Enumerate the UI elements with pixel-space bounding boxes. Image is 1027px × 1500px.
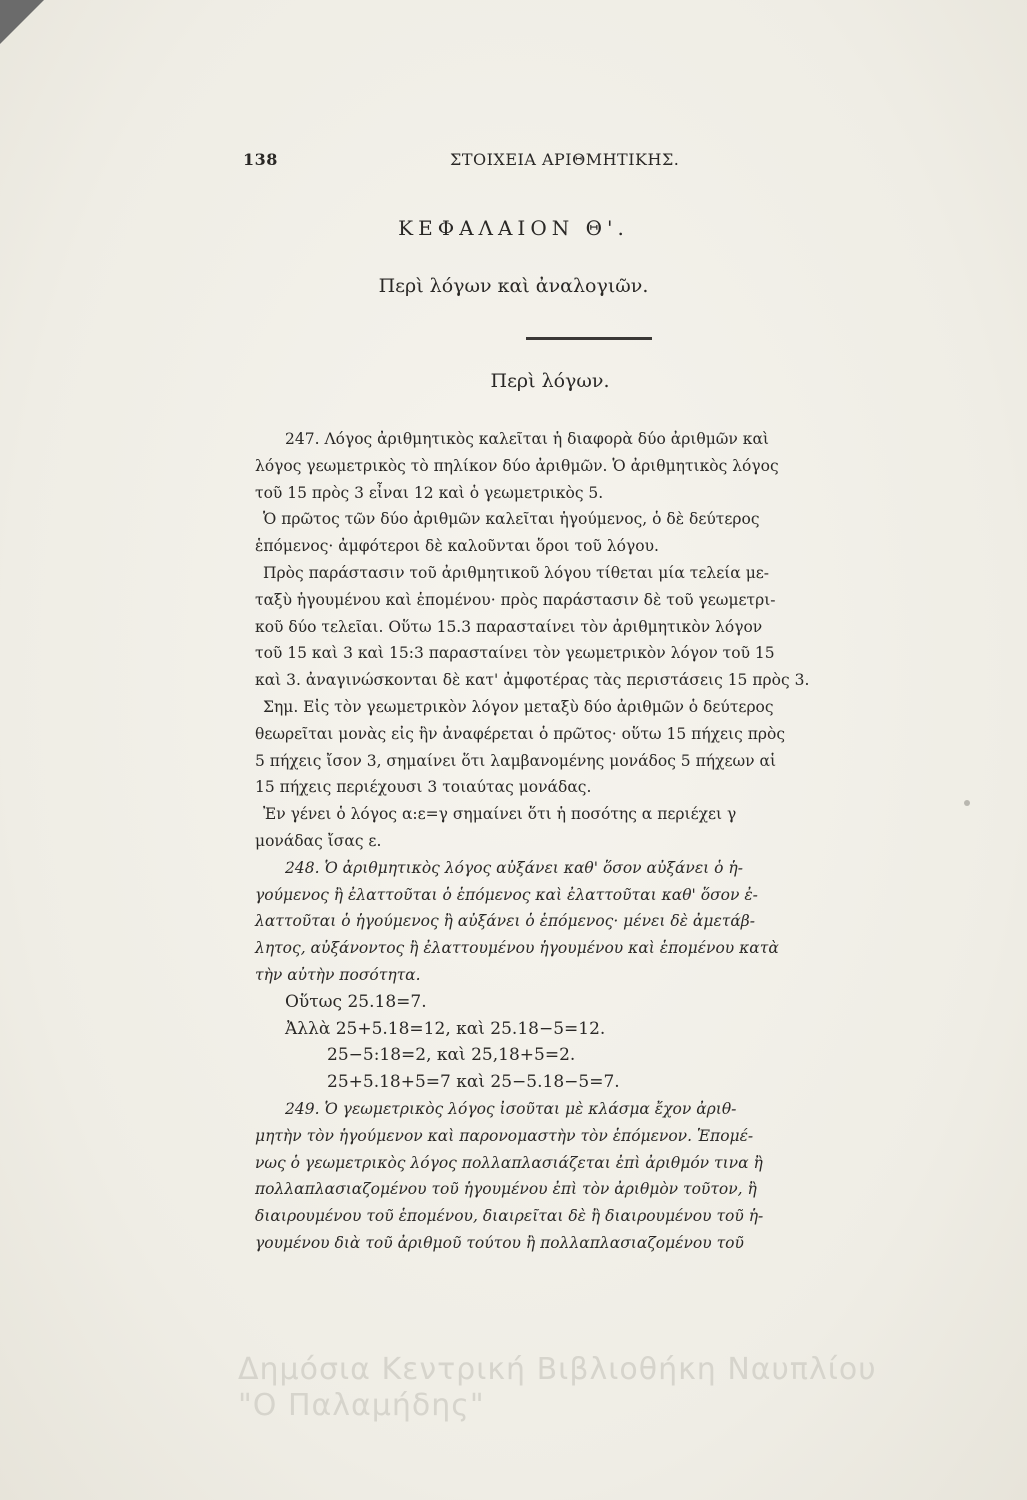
text-line: τοῦ 15 πρὸς 3 εἶναι 12 καὶ ὁ γεωμετρικὸς 5.: [255, 483, 604, 502]
text-line: Σημ. Εἰς τὸν γεωμετρικὸν λόγον μεταξὺ δύο ἀριθμῶν ὁ δεύτερος: [263, 697, 774, 716]
text-line: τοῦ 15 καὶ 3 καὶ 15:3 παρασταίνει τὸν γεωμετρικὸν λόγον τοῦ 15: [255, 644, 775, 663]
text-line: γουμένου διὰ τοῦ ἀριθμοῦ τούτου ἢ πολλαπλασιαζομένου τοῦ: [255, 1233, 744, 1252]
library-watermark: [238, 1352, 978, 1424]
text-line: λαττοῦται ὁ ἡγούμενος ἢ αὐξάνει ὁ ἑπόμενος· μένει δὲ ἀμετάβ-: [255, 912, 755, 931]
text-line: διαιρουμένου τοῦ ἑπομένου, διαιρεῖται δὲ ἢ διαιρουμένου τοῦ ἡ-: [255, 1207, 764, 1226]
text-line: καὶ 3. ἀναγινώσκονται δὲ κατ' ἀμφοτέρας τὰς περιστάσεις 15 πρὸς 3.: [255, 671, 810, 690]
watermark-line: Δημόσια Κεντρική Βιβλιοθήκη Ναυπλίου: [238, 1352, 877, 1387]
section-title: Περὶ λόγων.: [490, 370, 610, 392]
decorative-rule: [526, 337, 652, 340]
body-text: [255, 426, 935, 1257]
chapter-title: ΚΕΦΑΛΑΙΟΝ Θ'.: [398, 216, 629, 240]
ink-speck: [964, 800, 970, 806]
watermark-line: "Ο Παλαμήδης": [238, 1388, 485, 1423]
text-line: μητὴν τὸν ἡγούμενον καὶ παρονομαστὴν τὸν ἑπόμενον. Ἑπομέ-: [255, 1126, 754, 1145]
equation-line: Ἀλλὰ 25+5.18=12, καὶ 25.18−5=12.: [285, 1018, 606, 1039]
text-line: ἑπόμενος· ἀμφότεροι δὲ καλοῦνται ὅροι τοῦ λόγου.: [255, 537, 659, 556]
text-line: Ἐν γένει ὁ λόγος α:ε=γ σημαίνει ὅτι ἡ ποσότης α περιέχει γ: [263, 805, 737, 824]
text-line: μονάδας ἴσας ε.: [255, 831, 382, 850]
text-line: 248. Ὁ ἀριθμητικὸς λόγος αὐξάνει καθ' ὅσον αὐξάνει ὁ ἡ-: [285, 858, 743, 877]
text-line: 5 πήχεις ἴσον 3, σημαίνει ὅτι λαμβανομένης μονάδος 5 πήχεων αἱ: [255, 751, 777, 770]
text-line: ταξὺ ἡγουμένου καὶ ἑπομένου· πρὸς παράστασιν δὲ τοῦ γεωμετρι-: [255, 590, 776, 609]
text-line: Πρὸς παράστασιν τοῦ ἀριθμητικοῦ λόγου τίθεται μία τελεία με-: [263, 563, 770, 582]
text-line: 247. Λόγος ἀριθμητικὸς καλεῖται ἡ διαφορὰ δύο ἀριθμῶν καὶ: [285, 430, 770, 448]
text-line: λόγος γεωμετρικὸς τὸ πηλίκον δύο ἀριθμῶν. Ὁ ἀριθμητικὸς λόγος: [255, 456, 779, 475]
equation-line: Οὕτως 25.18=7.: [285, 991, 427, 1012]
text-line: πολλαπλασιαζομένου τοῦ ἡγουμένου ἐπὶ τὸν ἀριθμὸν τοῦτον, ἢ: [255, 1180, 757, 1199]
text-line: Ὁ πρῶτος τῶν δύο ἀριθμῶν καλεῖται ἡγούμενος, ὁ δὲ δεύτερος: [263, 510, 760, 529]
text-line: κοῦ δύο τελεῖαι. Οὕτω 15.3 παρασταίνει τὸν ἀριθμητικὸν λόγον: [255, 617, 763, 636]
text-line: 249. Ὁ γεωμετρικὸς λόγος ἰσοῦται μὲ κλάσμα ἔχον ἀριθ-: [285, 1099, 737, 1118]
equation-line: 25−5:18=2, καὶ 25,18+5=2.: [327, 1045, 576, 1066]
text-line: νως ὁ γεωμετρικὸς λόγος πολλαπλασιάζεται ἐπὶ ἀριθμόν τινα ἢ: [255, 1153, 763, 1172]
page-number: 138: [243, 150, 278, 169]
running-head: ΣΤΟΙΧΕΙΑ ΑΡΙΘΜΗΤΙΚΗΣ.: [450, 150, 680, 169]
text-line: θεωρεῖται μονὰς εἰς ἣν ἀναφέρεται ὁ πρῶτος· οὕτω 15 πήχεις πρὸς: [255, 724, 786, 743]
text-line: λητος, αὐξάνοντος ἢ ἐλαττουμένου ἡγουμένου καὶ ἑπομένου κατὰ: [255, 939, 779, 958]
page-header: [243, 150, 763, 174]
text-line: 15 πήχεις περιέχουσι 3 τοιαύτας μονάδας.: [255, 778, 592, 797]
text-line: γούμενος ἢ ἐλαττοῦται ὁ ἑπόμενος καὶ ἐλαττοῦται καθ' ὅσον ἐ-: [255, 885, 758, 904]
page-corner-shadow: [0, 0, 44, 44]
equation-line: 25+5.18+5=7 καὶ 25−5.18−5=7.: [327, 1072, 620, 1093]
text-line: τὴν αὐτὴν ποσότητα.: [255, 965, 421, 984]
chapter-subtitle: Περὶ λόγων καὶ ἀναλογιῶν.: [378, 275, 649, 297]
